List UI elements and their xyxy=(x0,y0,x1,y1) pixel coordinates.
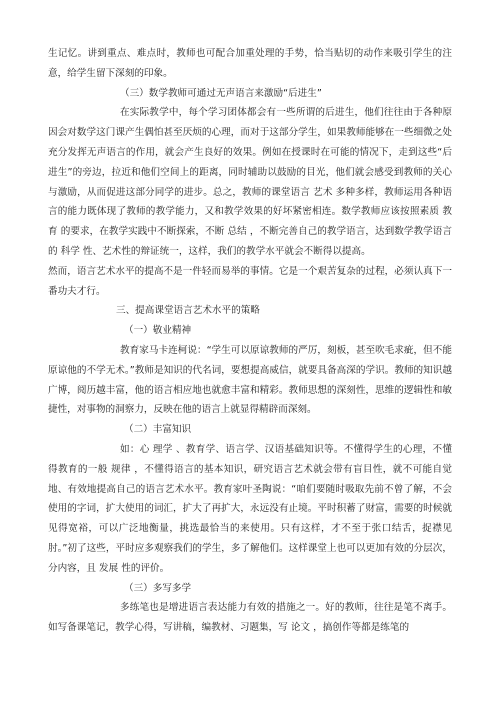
subheading-knowledge: （二）丰富知识 xyxy=(124,424,192,436)
paragraph-knowledge: 如：心 理学 、教育学、语言学、汉语基础知识等。不懂得学生的心理，不懂得教育的一般 规律 ，不懂得语言的基本知识，研究语言艺术就会带有盲目性，就不可能自觉地、有效地提高自己的语言艺术水平。教育家叶圣陶说：“咱们要随时吸取先前不曾了解，不会使用的字词，扩大使用的词汇，扩大了再扩大，永远没有止境。平时积蓄了财富，需要的时候就见得宽裕，可以广泛地衡量，挑选最恰当的来使用。只有这样，才不至于张口结舌，捉襟见肘。”初了这些，平时应多观察我们的学生，多了解他们。这样课堂上也可以更加有效的分层次，分内容，且 发展 性的评价。 xyxy=(48,443,452,574)
paragraph-writing: 多练笔也是增进语言表达能力有效的措施之一。好的教师，往往是笔不离手。如写备课笔记，教学心得，写讲稿，编教材、习题集，写 论文 ，搞创作等都是练笔的 xyxy=(48,602,452,634)
subheading-writing: （三）多写多学 xyxy=(124,582,192,594)
section-heading-strategies: 三、提高课堂语言艺术水平的策略 xyxy=(116,305,260,317)
subheading-dedication: （一）敬业精神 xyxy=(124,325,192,337)
document-body xyxy=(48,44,452,638)
paragraph-backward-students: 在实际教学中，每个学习团体都会有一些所谓的后进生，他们往往由于各种原因会对数学这门课产生偶怕甚至厌烦的心理，而对于这部分学生，如果教师能够在一些细微之处充分发挥无声语言的作用，就会产生良好的效果。例如在授课时在可能的情况下，走到这些“后进生”的旁边，拉近和他们空间上的距离，同时辅助以鼓励的目光，他们就会感受到教师的关心与激励，从而促进这部分同学的进步。总之，教师的课堂语言 艺术 多种多样，教师运用各种语言的能力既体现了教师的教学能力，又和教学效果的好坏紧密相连。数学教师应该按照素质 教育 的要求，在教学实践中不断探索，不断 总结 ，不断完善自己的教学语言，达到数学教学语言的 科学 性、艺术性的辩证统一，这样，我们的教学水平就会不断得以提高。 xyxy=(48,107,452,257)
paragraph-dedication: 教育家马卡连柯说：“学生可以原谅教师的严厉，刻板，甚至吹毛求疵，但不能原谅他的不学无术。”教师是知识的代名词，要想提高威信，就要具备高深的学识。教师的知识越广博，阅历越丰富，他的语言相应地也就愈丰富和精彩。教师思想的深刻性，思维的逻辑性和敏捷性，对事物的洞察力，反映在他的语言上就显得精辟而深刻。 xyxy=(48,344,452,416)
paragraph-difficulty: 然而，语言艺术水平的提高不是一件轻而易举的事情。它是一个艰苦复杂的过程，必须认真下一番功夫才行。 xyxy=(48,265,452,297)
subheading-silent-language: （三）数学教师可通过无声语言来激励“后进生” xyxy=(120,87,322,99)
paragraph-continued: 生记忆。讲到重点、难点时，教师也可配合加重处理的手势，恰当贴切的动作来吸引学生的注意，给学生留下深刻的印象。 xyxy=(48,48,452,79)
